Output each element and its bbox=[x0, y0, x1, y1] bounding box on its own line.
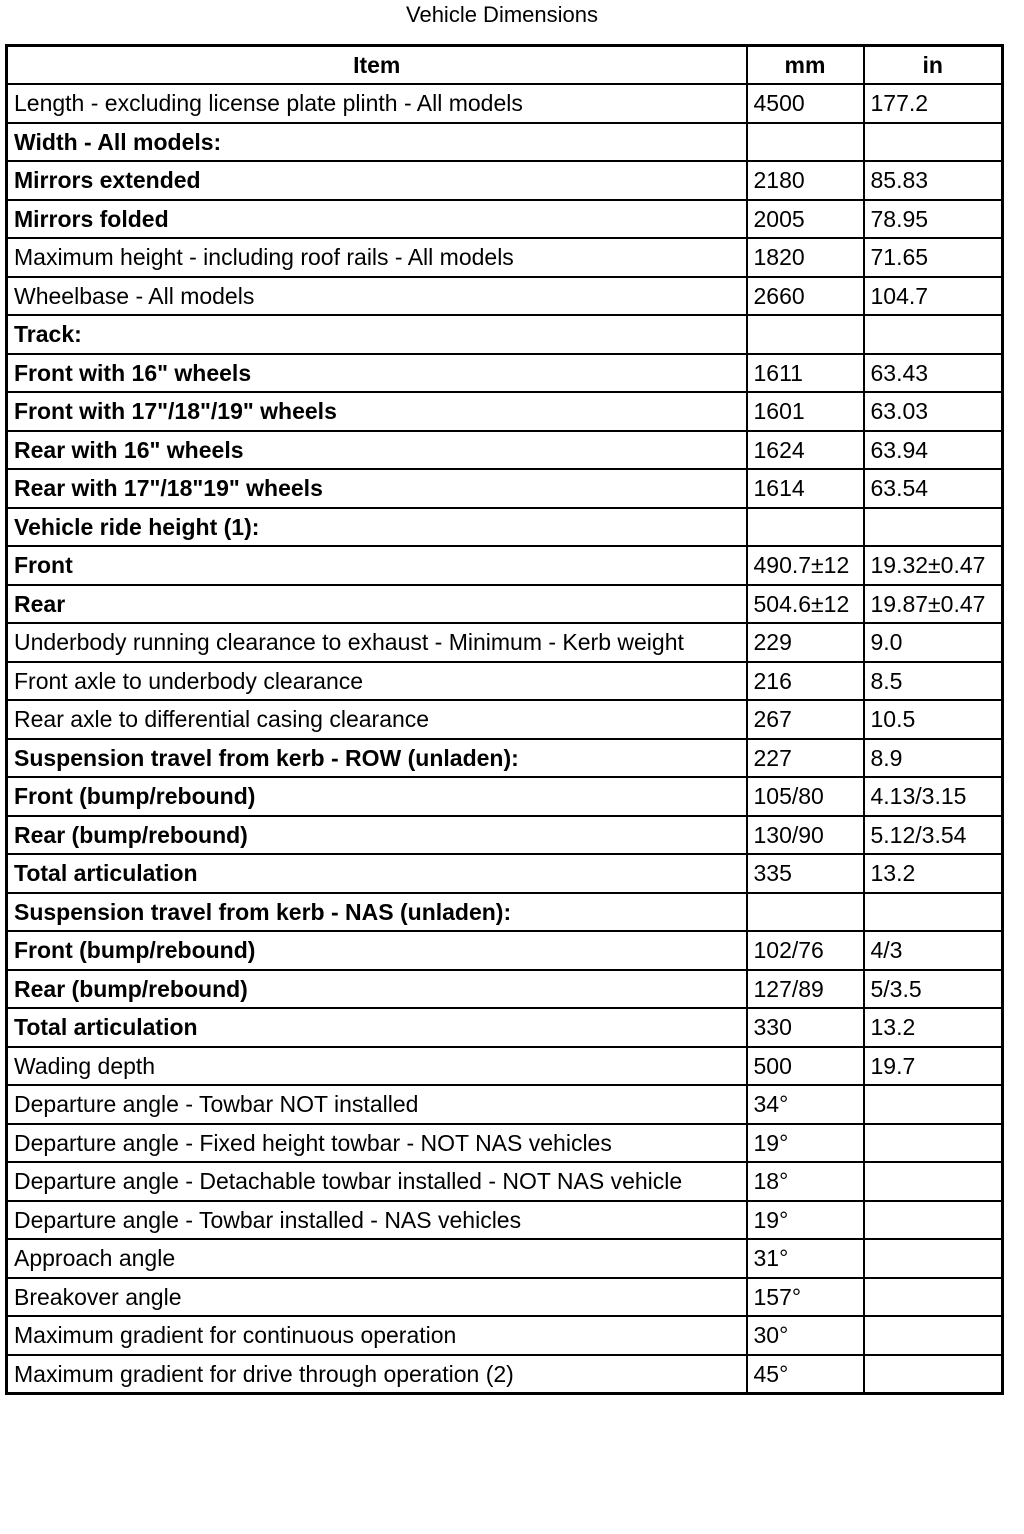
cell-item: Wheelbase - All models bbox=[7, 277, 747, 316]
cell-in bbox=[864, 1278, 1003, 1317]
cell-in bbox=[864, 123, 1003, 162]
cell-mm: 157° bbox=[747, 1278, 864, 1317]
cell-mm: 1820 bbox=[747, 238, 864, 277]
cell-item: Rear with 16" wheels bbox=[7, 431, 747, 470]
cell-item: Rear (bump/rebound) bbox=[7, 816, 747, 855]
table-row bbox=[7, 739, 1003, 778]
table-row bbox=[7, 546, 1003, 585]
cell-mm: 19° bbox=[747, 1201, 864, 1240]
cell-in bbox=[864, 315, 1003, 354]
cell-mm: 1601 bbox=[747, 392, 864, 431]
cell-mm: 335 bbox=[747, 854, 864, 893]
table-row bbox=[7, 1278, 1003, 1317]
table-row bbox=[7, 469, 1003, 508]
cell-mm: 105/80 bbox=[747, 777, 864, 816]
cell-in: 63.54 bbox=[864, 469, 1003, 508]
cell-item: Mirrors extended bbox=[7, 161, 747, 200]
table-row bbox=[7, 662, 1003, 701]
cell-item: Underbody running clearance to exhaust - Minimum - Kerb weight bbox=[7, 623, 747, 662]
cell-item: Total articulation bbox=[7, 1008, 747, 1047]
cell-in: 13.2 bbox=[864, 854, 1003, 893]
table-row bbox=[7, 354, 1003, 393]
cell-mm: 216 bbox=[747, 662, 864, 701]
cell-mm: 330 bbox=[747, 1008, 864, 1047]
cell-mm: 45° bbox=[747, 1355, 864, 1394]
table-row bbox=[7, 508, 1003, 547]
cell-item: Track: bbox=[7, 315, 747, 354]
dimensions-table bbox=[5, 44, 1004, 1395]
table-row bbox=[7, 1316, 1003, 1355]
table-row bbox=[7, 123, 1003, 162]
column-header-in: in bbox=[864, 46, 1003, 85]
cell-item: Departure angle - Detachable towbar installed - NOT NAS vehicle bbox=[7, 1162, 747, 1201]
table-row bbox=[7, 315, 1003, 354]
table-header-row bbox=[7, 46, 1003, 85]
table-row bbox=[7, 1355, 1003, 1394]
cell-in: 104.7 bbox=[864, 277, 1003, 316]
cell-in: 13.2 bbox=[864, 1008, 1003, 1047]
cell-mm bbox=[747, 315, 864, 354]
cell-mm: 2180 bbox=[747, 161, 864, 200]
cell-in bbox=[864, 1201, 1003, 1240]
cell-mm: 267 bbox=[747, 700, 864, 739]
table-row bbox=[7, 1008, 1003, 1047]
cell-mm: 504.6±12 bbox=[747, 585, 864, 624]
table-row bbox=[7, 700, 1003, 739]
table-row bbox=[7, 1047, 1003, 1086]
cell-mm: 2660 bbox=[747, 277, 864, 316]
cell-item: Suspension travel from kerb - ROW (unladen): bbox=[7, 739, 747, 778]
cell-item: Front (bump/rebound) bbox=[7, 777, 747, 816]
cell-item: Suspension travel from kerb - NAS (unladen): bbox=[7, 893, 747, 932]
table-row bbox=[7, 1124, 1003, 1163]
cell-mm: 127/89 bbox=[747, 970, 864, 1009]
cell-in bbox=[864, 1162, 1003, 1201]
cell-mm: 500 bbox=[747, 1047, 864, 1086]
cell-item: Departure angle - Fixed height towbar - NOT NAS vehicles bbox=[7, 1124, 747, 1163]
table-row bbox=[7, 777, 1003, 816]
cell-mm bbox=[747, 508, 864, 547]
cell-in bbox=[864, 893, 1003, 932]
cell-item: Departure angle - Towbar NOT installed bbox=[7, 1085, 747, 1124]
cell-mm: 490.7±12 bbox=[747, 546, 864, 585]
column-header-mm: mm bbox=[747, 46, 864, 85]
cell-mm: 34° bbox=[747, 1085, 864, 1124]
cell-in: 63.94 bbox=[864, 431, 1003, 470]
cell-mm: 1611 bbox=[747, 354, 864, 393]
table-body bbox=[7, 84, 1003, 1393]
cell-mm bbox=[747, 893, 864, 932]
column-header-item: Item bbox=[7, 46, 747, 85]
table-row bbox=[7, 238, 1003, 277]
cell-item: Maximum gradient for drive through operation (2) bbox=[7, 1355, 747, 1394]
cell-item: Approach angle bbox=[7, 1239, 747, 1278]
cell-in: 5/3.5 bbox=[864, 970, 1003, 1009]
cell-in: 19.87±0.47 bbox=[864, 585, 1003, 624]
table-row bbox=[7, 1239, 1003, 1278]
cell-mm: 229 bbox=[747, 623, 864, 662]
cell-in: 10.5 bbox=[864, 700, 1003, 739]
cell-item: Rear (bump/rebound) bbox=[7, 970, 747, 1009]
table-row bbox=[7, 1085, 1003, 1124]
cell-item: Rear axle to differential casing clearance bbox=[7, 700, 747, 739]
table-row bbox=[7, 893, 1003, 932]
cell-in bbox=[864, 1355, 1003, 1394]
cell-in: 4/3 bbox=[864, 931, 1003, 970]
table-row bbox=[7, 1162, 1003, 1201]
table-row bbox=[7, 931, 1003, 970]
cell-item: Front with 16" wheels bbox=[7, 354, 747, 393]
cell-in: 19.7 bbox=[864, 1047, 1003, 1086]
table-row bbox=[7, 200, 1003, 239]
cell-item: Vehicle ride height (1): bbox=[7, 508, 747, 547]
table-row bbox=[7, 392, 1003, 431]
cell-item: Maximum height - including roof rails - All models bbox=[7, 238, 747, 277]
cell-item: Rear with 17"/18"19" wheels bbox=[7, 469, 747, 508]
cell-mm: 1624 bbox=[747, 431, 864, 470]
cell-in: 85.83 bbox=[864, 161, 1003, 200]
cell-item: Rear bbox=[7, 585, 747, 624]
cell-in bbox=[864, 1316, 1003, 1355]
cell-mm: 30° bbox=[747, 1316, 864, 1355]
cell-mm: 4500 bbox=[747, 84, 864, 123]
cell-item: Front with 17"/18"/19" wheels bbox=[7, 392, 747, 431]
cell-item: Total articulation bbox=[7, 854, 747, 893]
cell-mm: 2005 bbox=[747, 200, 864, 239]
table-row bbox=[7, 161, 1003, 200]
cell-in bbox=[864, 508, 1003, 547]
cell-mm: 130/90 bbox=[747, 816, 864, 855]
table-row bbox=[7, 431, 1003, 470]
cell-item: Length - excluding license plate plinth - All models bbox=[7, 84, 747, 123]
cell-mm: 227 bbox=[747, 739, 864, 778]
cell-item: Wading depth bbox=[7, 1047, 747, 1086]
cell-in: 63.03 bbox=[864, 392, 1003, 431]
cell-item: Departure angle - Towbar installed - NAS vehicles bbox=[7, 1201, 747, 1240]
table-row bbox=[7, 816, 1003, 855]
cell-in: 9.0 bbox=[864, 623, 1003, 662]
cell-in: 78.95 bbox=[864, 200, 1003, 239]
cell-mm: 31° bbox=[747, 1239, 864, 1278]
cell-item: Maximum gradient for continuous operation bbox=[7, 1316, 747, 1355]
cell-in: 5.12/3.54 bbox=[864, 816, 1003, 855]
cell-item: Mirrors folded bbox=[7, 200, 747, 239]
table-row bbox=[7, 585, 1003, 624]
table-row bbox=[7, 1201, 1003, 1240]
cell-item: Front bbox=[7, 546, 747, 585]
table-row bbox=[7, 277, 1003, 316]
cell-in bbox=[864, 1239, 1003, 1278]
cell-in: 8.9 bbox=[864, 739, 1003, 778]
cell-item: Front (bump/rebound) bbox=[7, 931, 747, 970]
page-title: Vehicle Dimensions bbox=[406, 2, 598, 27]
cell-mm: 102/76 bbox=[747, 931, 864, 970]
cell-in: 177.2 bbox=[864, 84, 1003, 123]
cell-in bbox=[864, 1085, 1003, 1124]
cell-mm: 18° bbox=[747, 1162, 864, 1201]
table-row bbox=[7, 623, 1003, 662]
cell-in bbox=[864, 1124, 1003, 1163]
cell-in: 8.5 bbox=[864, 662, 1003, 701]
cell-item: Breakover angle bbox=[7, 1278, 747, 1317]
cell-mm: 19° bbox=[747, 1124, 864, 1163]
cell-in: 63.43 bbox=[864, 354, 1003, 393]
cell-item: Width - All models: bbox=[7, 123, 747, 162]
table-row bbox=[7, 970, 1003, 1009]
table-row bbox=[7, 84, 1003, 123]
cell-item: Front axle to underbody clearance bbox=[7, 662, 747, 701]
cell-in: 4.13/3.15 bbox=[864, 777, 1003, 816]
cell-in: 71.65 bbox=[864, 238, 1003, 277]
cell-mm: 1614 bbox=[747, 469, 864, 508]
cell-mm bbox=[747, 123, 864, 162]
cell-in: 19.32±0.47 bbox=[864, 546, 1003, 585]
table-row bbox=[7, 854, 1003, 893]
